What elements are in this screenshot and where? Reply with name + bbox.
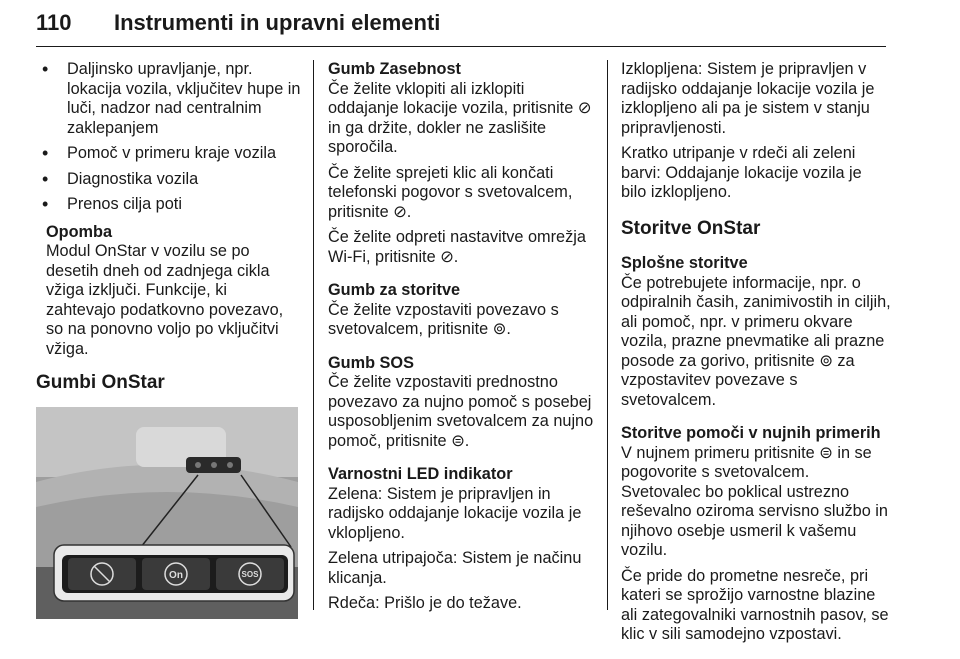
- onstar-button-label: On: [169, 569, 183, 581]
- sos-button-title: Gumb SOS: [328, 353, 414, 372]
- page-title: Instrumenti in upravni elementi: [114, 10, 441, 35]
- emergency-services-section: [621, 424, 891, 645]
- note-text: Modul OnStar v vozilu se po desetih dneh od zadnjega cikla vžiga izključi. Funkcije, ki zahtevajo podatkovno povezavo, so na ponovno voljo po vključitvi vžiga.: [46, 242, 284, 358]
- onstar-console-illustration: [36, 407, 298, 619]
- sos-button-section: [328, 354, 596, 452]
- paragraph: Če potrebujete informacije, npr. o odpiralnih časih, zanimivostih in ciljih, ali pomoč, npr. v primeru okvare vozila, prazne pnevmatike ali prazne posode za gorivo, pritisnite ⊚ za vzpostavitev povezave s svetovalcem.: [621, 273, 891, 409]
- page-header: [36, 4, 886, 47]
- paragraph: Zelena utripajoča: Sistem je načinu klicanja.: [328, 549, 582, 587]
- paragraph: Če želite vklopiti ali izklopiti oddajanje lokacije vozila, pritisnite ⊘ in ga držite, dokler ne zaslišite sporočila.: [328, 79, 592, 156]
- paragraph: V nujnem primeru pritisnite ⊜ in se pogovorite s svetovalcem. Svetovalec bo poklical ustrezno reševalno oziroma servisno službo in njihovo osebje usmeril k vašemu vozilu.: [621, 443, 888, 559]
- onstar-buttons-photo: [36, 407, 298, 619]
- privacy-button: [68, 558, 136, 590]
- list-item: • Prenos cilja poti: [36, 195, 301, 215]
- column-1: [36, 60, 301, 619]
- page-number: 110: [36, 10, 72, 35]
- column-divider: [607, 60, 608, 610]
- paragraph: Kratko utripanje v rdeči ali zeleni barvi: Oddajanje lokacije vozila je bilo izklopljeno.: [621, 144, 862, 201]
- paragraph: Če želite odpreti nastavitve omrežja Wi-Fi, pritisnite ⊘.: [328, 228, 586, 266]
- led-indicator-section: [328, 465, 596, 614]
- emergency-services-title: Storitve pomoči v nujnih primerih: [621, 424, 881, 442]
- general-services-title: Splošne storitve: [621, 254, 748, 272]
- note-box: [36, 223, 301, 360]
- paragraph: Če želite sprejeti klic ali končati telefonski pogovor s svetovalcem, pritisnite ⊘.: [328, 163, 573, 221]
- list-item: • Diagnostika vozila: [36, 170, 301, 190]
- sos-button: [216, 558, 284, 590]
- led-indicator-title: Varnostni LED indikator: [328, 465, 513, 483]
- column-3: [621, 60, 891, 659]
- onstar-button: [142, 558, 210, 590]
- section-title-onstar-buttons: Gumbi OnStar: [36, 372, 165, 393]
- note-title: Opomba: [46, 222, 113, 241]
- service-button-section: [328, 281, 596, 340]
- sos-button-label: SOS: [241, 569, 259, 579]
- paragraph: Če želite vzpostaviti povezavo s svetovalcem, pritisnite ⊚.: [328, 300, 559, 338]
- paragraph: Rdeča: Prišlo je do težave.: [328, 594, 522, 612]
- list-item: • Daljinsko upravljanje, npr. lokacija vozila, vključitev hupe in luči, nadzor nad centralnim zaklepanjem: [36, 60, 301, 138]
- section-title-onstar-services: Storitve OnStar: [621, 217, 761, 239]
- paragraph: Izklopljena: Sistem je pripravljen v radijsko oddajanje lokacije vozila je izklopljeno ali pa je sistem v stanju pripravljenosti.: [621, 60, 875, 137]
- paragraph: Če želite vzpostaviti prednostno povezavo za nujno pomoč s posebej usposobljenim svetovalcem za nujno pomoč, pritisnite ⊜.: [328, 373, 594, 450]
- general-services-section: [621, 254, 891, 410]
- service-button-title: Gumb za storitve: [328, 281, 461, 299]
- privacy-button-title: Gumb Zasebnost: [328, 60, 461, 78]
- list-item: • Pomoč v primeru kraje vozila: [36, 144, 301, 164]
- privacy-button-section: [328, 60, 596, 267]
- paragraph: Zelena: Sistem je pripravljen in radijsko oddajanje lokacije vozila je vklopljeno.: [328, 484, 582, 542]
- column-2: [328, 60, 596, 628]
- paragraph: Če pride do prometne nesreče, pri kateri se sprožijo varnostne blazine ali zategovalniki varnostnih pasov, se klic v sili samodejno vzpostavi.: [621, 566, 889, 643]
- column-divider: [313, 60, 314, 610]
